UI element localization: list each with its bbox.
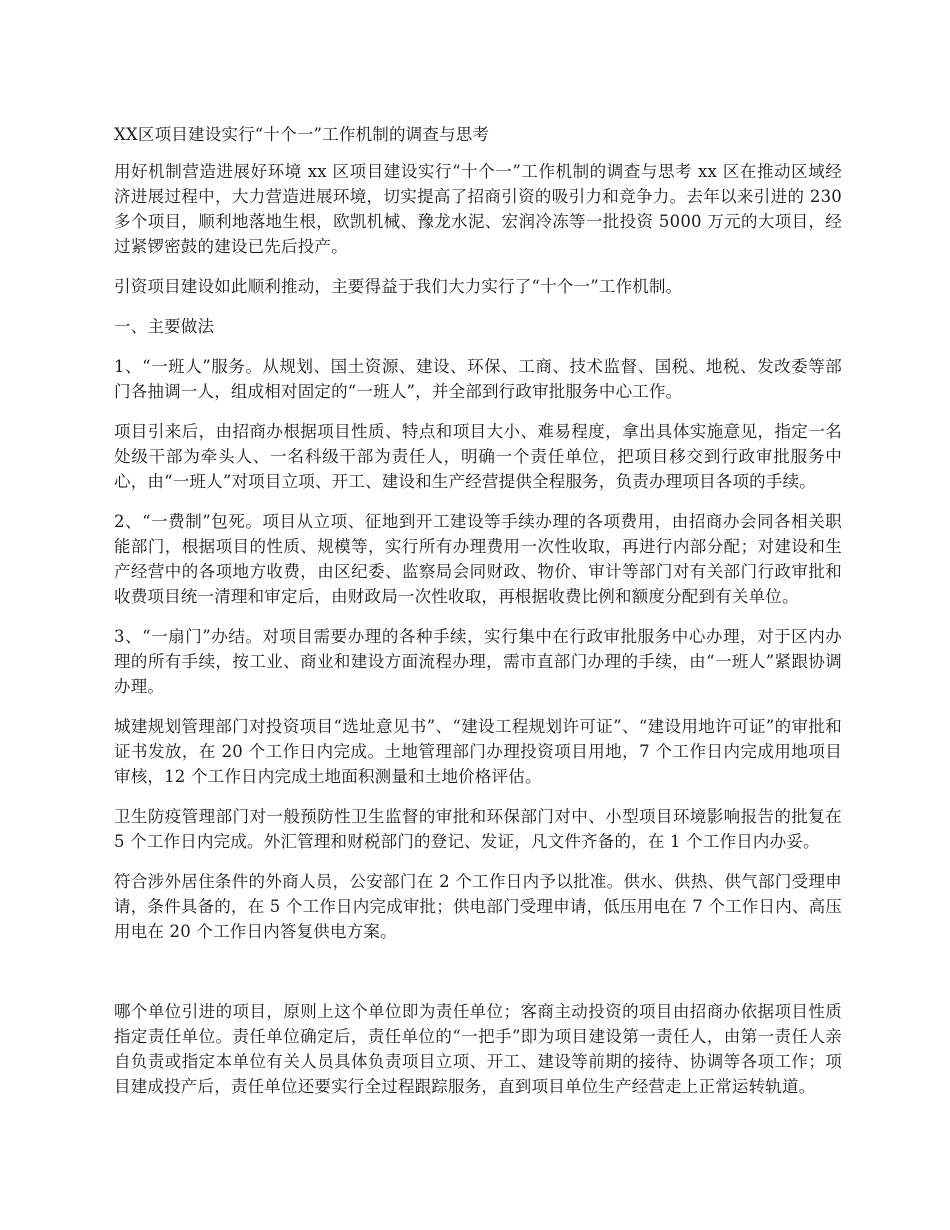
paragraph-intro: 用好机制营造进展好环境 xx 区项目建设实行“十个一”工作机制的调查与思考 xx 区在推动区域经济进展过程中，大力营造进展环境，切实提高了招商引资的吸引力和竞争力。去年以来引进的 230 多个项目，顺利地落地生根，欧凯机械、豫龙水泥、宏润冷冻等一批投资 5000 万元的大项目，经过紧锣密鼓的建设已先后投产。 [114, 162, 842, 256]
paragraph-item-3: 3、“一扇门”办结。对项目需要办理的各种手续，实行集中在行政审批服务中心办理，对于区内办理的所有手续，按工业、商业和建设方面流程办理，需市直部门办理的手续，由“一班人”紧跟协调办理。 [114, 627, 842, 696]
paragraph-public-utilities: 符合涉外居住条件的外商人员，公安部门在 2 个工作日内予以批准。供水、供热、供气部门受理申请，条件具备的，在 5 个工作日内完成审批；供电部门受理申请，低压用电在 7 个工作日内、高压用电在 20 个工作日内答复供电方案。 [114, 872, 842, 941]
paragraph-health-environment: 卫生防疫管理部门对一般预防性卫生监督的审批和环保部门对中、小型项目环境影响报告的批复在 5 个工作日内完成。外汇管理和财税部门的登记、发证，凡文件齐备的，在 1 个工作日内办妥。 [114, 807, 842, 851]
paragraph-summary: 引资项目建设如此顺利推动，主要得益于我们大力实行了“十个一”工作机制。 [114, 277, 683, 296]
paragraph-item-1: 1、“一班人”服务。从规划、国土资源、建设、环保、工商、技术监督、国税、地税、发改委等部门各抽调一人，组成相对固定的“一班人”，并全部到行政审批服务中心工作。 [114, 357, 842, 401]
paragraph-item-2: 2、“一费制”包死。项目从立项、征地到开工建设等手续办理的各项费用，由招商办会同各相关职能部门，根据项目的性质、规模等，实行所有办理费用一次性收取，再进行内部分配；对建设和生产经营中的各项地方收费，由区纪委、监察局会同财政、物价、审计等部门对有关部门行政审批和收费项目统一清理和审定后，由财政局一次性收取，再根据收费比例和额度分配到有关单位。 [114, 512, 842, 606]
document-page [114, 122, 842, 1114]
paragraph-gap [114, 959, 842, 999]
section-heading-main-practices: 一、主要做法 [114, 317, 215, 336]
paragraph-urban-planning: 城建规划管理部门对投资项目“选址意见书”、“建设工程规划许可证”、“建设用地许可证”的审批和证书发放，在 20 个工作日内完成。土地管理部门办理投资项目用地，7 个工作日内完成用地项目审核，12 个工作日内完成土地面积测量和土地价格评估。 [114, 717, 842, 786]
document-title: XX区项目建设实行“十个一”工作机制的调查与思考 [114, 125, 490, 144]
paragraph-item-1-detail: 项目引来后，由招商办根据项目性质、特点和项目大小、难易程度，拿出具体实施意见，指定一名处级干部为牵头人、一名科级干部为责任人，明确一个责任单位，把项目移交到行政审批服务中心，由“一班人”对项目立项、开工、建设和生产经营提供全程服务，负责办理项目各项的手续。 [114, 422, 842, 491]
paragraph-responsible-unit: 哪个单位引进的项目，原则上这个单位即为责任单位；客商主动投资的项目由招商办依据项目性质指定责任单位。责任单位确定后，责任单位的“一把手”即为项目建设第一责任人，由第一责任人亲自负责或指定本单位有关人员具体负责项目立项、开工、建设等前期的接待、协调等各项工作；项目建成投产后，责任单位还要实行全过程跟踪服务，直到项目单位生产经营走上正常运转轨道。 [114, 1002, 842, 1096]
